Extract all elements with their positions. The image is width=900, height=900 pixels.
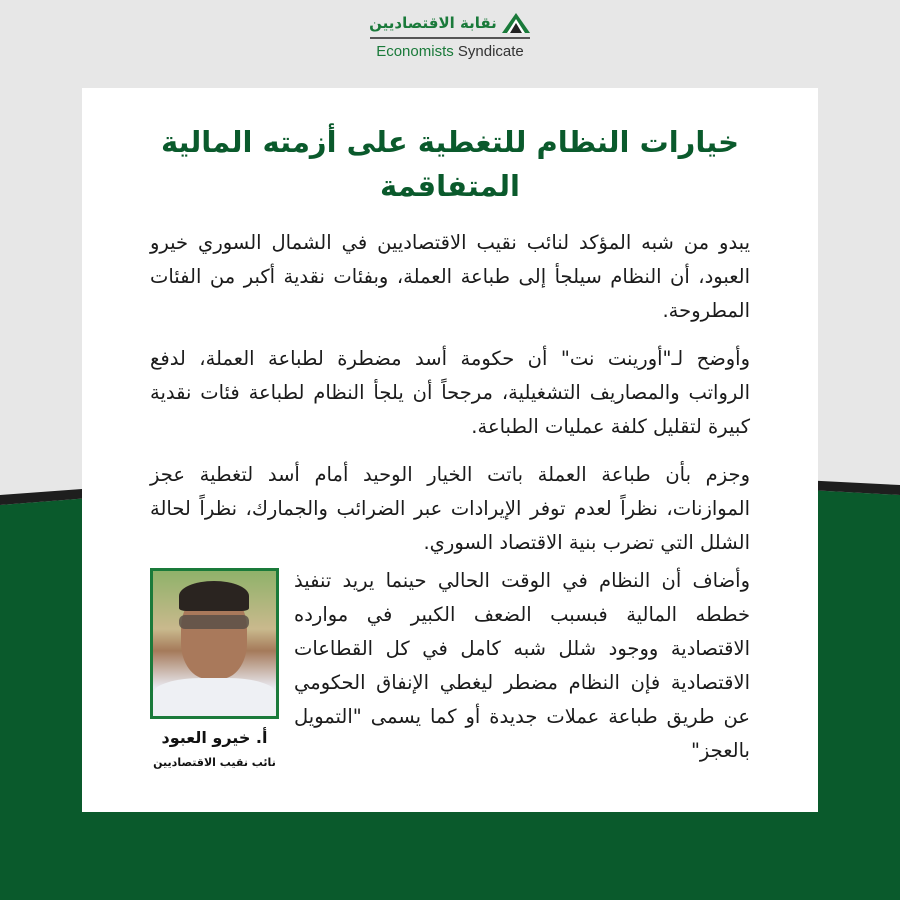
logo-english-text: Economists Syndicate (376, 43, 524, 60)
article-title: خيارات النظام للتغطية على أزمته المالية المتفاقمة (160, 125, 740, 203)
article-body (150, 226, 750, 574)
paragraph: وجزم بأن طباعة العملة باتت الخيار الوحيد أمام أسد لتغطية عجز الموازنات، نظراً لعدم توفر الإيرادات عبر الضرائب والجمارك، نظراً لحالة الشلل التي تضرب بنية الاقتصاد السوري. (150, 463, 750, 554)
logo (360, 12, 540, 60)
paragraph: وأضاف أن النظام في الوقت الحالي حينما يريد تنفيذ خططه المالية فبسبب الضعف الكبير في موارده الاقتصادية ووجود شلل شبه كامل في كل القطاعات الاقتصادية فإن النظام مضطر ليغطي الإنفاق الحكومي عن طريق طباعة عملات جديدة أو كما يسمى "التمويل بالعجز" (294, 569, 750, 762)
logo-divider (370, 37, 530, 39)
person-photo (150, 568, 279, 719)
paragraph: وأوضح لـ"أورينت نت" أن حكومة أسد مضطرة لطباعة العملة، لدفع الرواتب والمصاريف التشغيلية، مرجحاً أن يلجأ النظام لطباعة فئات نقدية كبيرة لتقليل كلفة عمليات الطباعة. (150, 347, 750, 438)
logo-arabic-text: نقابة الاقتصاديين (369, 14, 497, 32)
article-card (82, 88, 818, 812)
person-role: نائب نقيب الاقتصاديين (153, 756, 276, 769)
paragraph: يبدو من شبه المؤكد لنائب نقيب الاقتصاديين في الشمال السوري خيرو العبود، أن النظام سيلجأ إلى طباعة العملة، وبفئات نقدية أكبر من الفئات المطروحة. (150, 231, 750, 322)
mountain-logo-icon (501, 12, 531, 34)
person-name: أ. خيرو العبود (161, 728, 268, 747)
